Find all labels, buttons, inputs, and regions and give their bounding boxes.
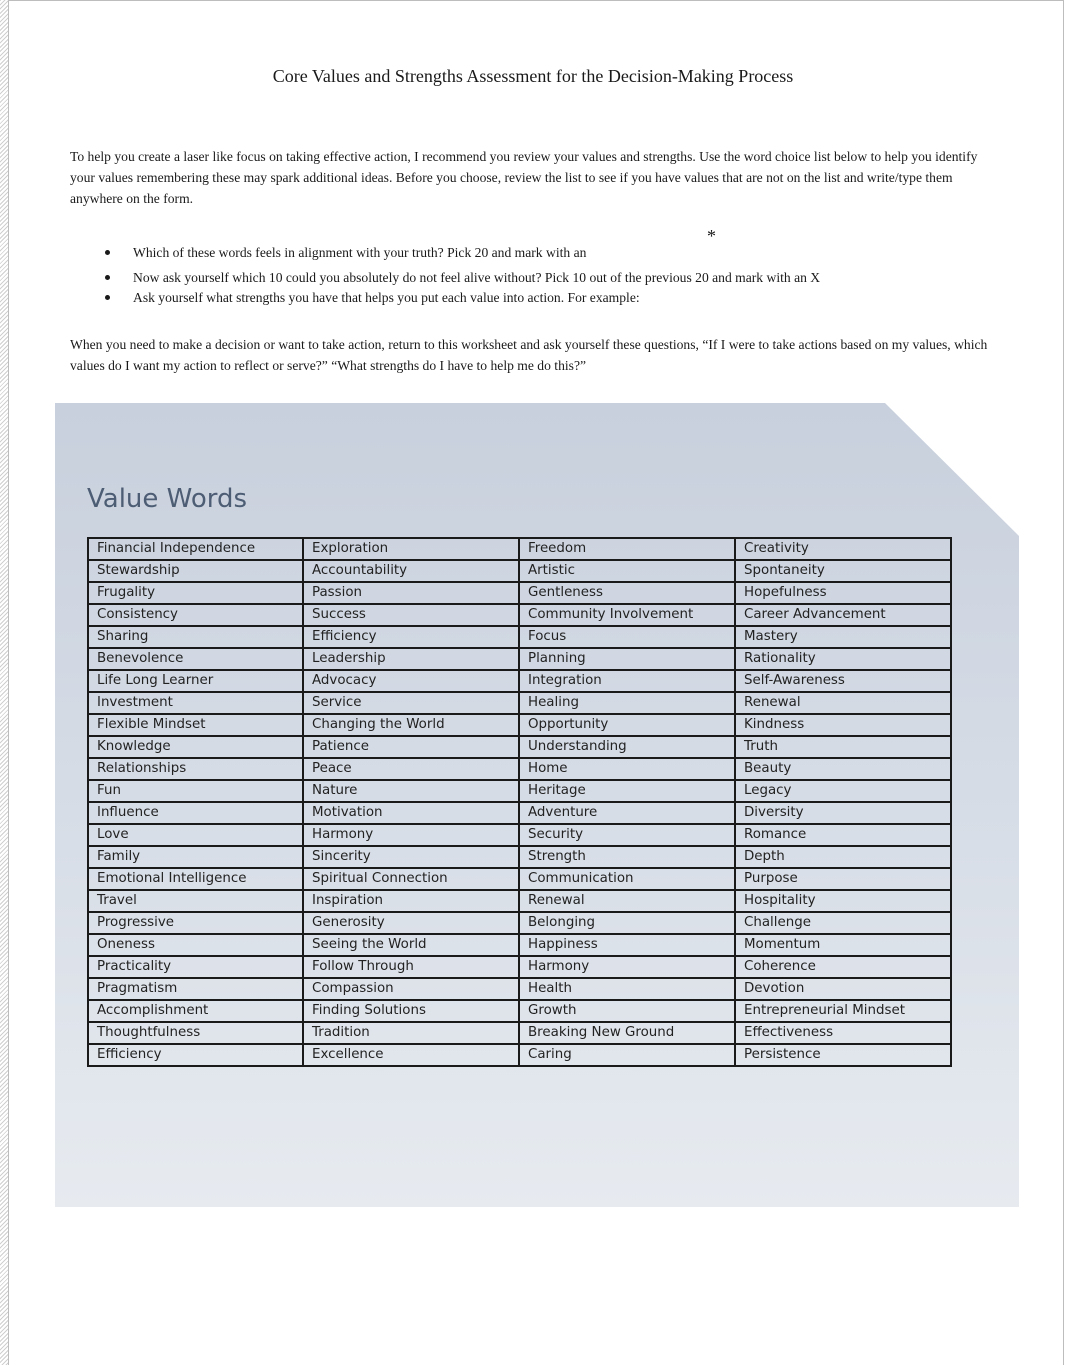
value-word-cell[interactable]: Focus <box>519 626 735 648</box>
value-word-cell[interactable]: Coherence <box>735 956 951 978</box>
value-word-cell[interactable]: Leadership <box>303 648 519 670</box>
value-word-cell[interactable]: Belonging <box>519 912 735 934</box>
table-row <box>88 824 951 846</box>
table-row <box>88 626 951 648</box>
value-word-cell[interactable]: Exploration <box>303 538 519 560</box>
value-word-cell[interactable]: Creativity <box>735 538 951 560</box>
value-word-cell[interactable]: Practicality <box>88 956 303 978</box>
value-word-cell[interactable]: Communication <box>519 868 735 890</box>
value-word-cell[interactable]: Adventure <box>519 802 735 824</box>
value-word-cell[interactable]: Finding Solutions <box>303 1000 519 1022</box>
value-word-cell[interactable]: Compassion <box>303 978 519 1000</box>
value-word-cell[interactable]: Strength <box>519 846 735 868</box>
table-row <box>88 692 951 714</box>
value-word-cell[interactable]: Devotion <box>735 978 951 1000</box>
value-word-cell[interactable]: Home <box>519 758 735 780</box>
value-word-cell[interactable]: Inspiration <box>303 890 519 912</box>
value-word-cell[interactable]: Accomplishment <box>88 1000 303 1022</box>
value-word-cell[interactable]: Opportunity <box>519 714 735 736</box>
value-word-cell[interactable]: Pragmatism <box>88 978 303 1000</box>
value-word-cell[interactable]: Financial Independence <box>88 538 303 560</box>
value-word-cell[interactable]: Consistency <box>88 604 303 626</box>
value-word-cell[interactable]: Harmony <box>303 824 519 846</box>
value-word-cell[interactable]: Accountability <box>303 560 519 582</box>
value-word-cell[interactable]: Happiness <box>519 934 735 956</box>
value-word-cell[interactable]: Purpose <box>735 868 951 890</box>
table-row <box>88 560 951 582</box>
value-word-cell[interactable]: Sincerity <box>303 846 519 868</box>
value-word-cell[interactable]: Growth <box>519 1000 735 1022</box>
value-word-cell[interactable]: Progressive <box>88 912 303 934</box>
value-word-cell[interactable]: Heritage <box>519 780 735 802</box>
value-word-cell[interactable]: Challenge <box>735 912 951 934</box>
value-word-cell[interactable]: Legacy <box>735 780 951 802</box>
value-word-cell[interactable]: Advocacy <box>303 670 519 692</box>
value-word-cell[interactable]: Health <box>519 978 735 1000</box>
value-word-cell[interactable]: Success <box>303 604 519 626</box>
table-row <box>88 714 951 736</box>
value-word-cell[interactable]: Investment <box>88 692 303 714</box>
value-word-cell[interactable]: Oneness <box>88 934 303 956</box>
value-word-cell[interactable]: Momentum <box>735 934 951 956</box>
instruction-item: Now ask yourself which 10 could you absolutely do not feel alive without? Pick 10 out of the previous 20 and mark with an X <box>70 268 1010 288</box>
table-row <box>88 1044 951 1066</box>
value-word-cell[interactable]: Renewal <box>735 692 951 714</box>
value-word-cell[interactable]: Planning <box>519 648 735 670</box>
value-word-cell[interactable]: Generosity <box>303 912 519 934</box>
value-word-cell[interactable]: Hopefulness <box>735 582 951 604</box>
value-word-cell[interactable]: Stewardship <box>88 560 303 582</box>
table-row <box>88 912 951 934</box>
instruction-item: Ask yourself what strengths you have that helps you put each value into action. For example: <box>70 288 1010 308</box>
value-word-cell[interactable]: Changing the World <box>303 714 519 736</box>
value-word-cell[interactable]: Artistic <box>519 560 735 582</box>
intro-paragraph: To help you create a laser like focus on taking effective action, I recommend you review your values and strengths. Use the word choice list below to help you identify your values remembering these may spark additional ideas. Before you choose, review the list to see if you have values that are not on the list and write/type them anywhere on the form. <box>70 149 978 206</box>
table-row <box>88 582 951 604</box>
page-margin-hatch <box>0 0 8 1365</box>
value-words-table <box>87 537 952 1067</box>
value-word-cell[interactable]: Thoughtfulness <box>88 1022 303 1044</box>
table-row <box>88 890 951 912</box>
table-row <box>88 1022 951 1044</box>
value-word-cell[interactable]: Romance <box>735 824 951 846</box>
value-word-cell[interactable]: Life Long Learner <box>88 670 303 692</box>
value-word-cell[interactable]: Follow Through <box>303 956 519 978</box>
value-word-cell[interactable]: Community Involvement <box>519 604 735 626</box>
value-word-cell[interactable]: Truth <box>735 736 951 758</box>
value-word-cell[interactable]: Hospitality <box>735 890 951 912</box>
value-words-heading: Value Words <box>87 484 248 514</box>
table-row <box>88 736 951 758</box>
value-word-cell[interactable]: Efficiency <box>88 1044 303 1066</box>
value-word-cell[interactable]: Passion <box>303 582 519 604</box>
value-word-cell[interactable]: Career Advancement <box>735 604 951 626</box>
table-row <box>88 1000 951 1022</box>
table-row <box>88 934 951 956</box>
document-title: Core Values and Strengths Assessment for the Decision-Making Process <box>272 66 794 86</box>
table-row <box>88 538 951 560</box>
value-word-cell[interactable]: Healing <box>519 692 735 714</box>
value-word-cell[interactable]: Service <box>303 692 519 714</box>
value-word-cell[interactable]: Travel <box>88 890 303 912</box>
value-word-cell[interactable]: Sharing <box>88 626 303 648</box>
table-row <box>88 648 951 670</box>
closing-paragraph: When you need to make a decision or want to take action, return to this worksheet and ask yourself these questions, “If I were to take actions based on my values, which values do I want my action to reflect or serve?” “What strengths do I have to help me do this?” <box>70 337 988 373</box>
value-word-cell[interactable]: Family <box>88 846 303 868</box>
value-word-cell[interactable]: Diversity <box>735 802 951 824</box>
value-word-cell[interactable]: Security <box>519 824 735 846</box>
value-word-cell[interactable]: Relationships <box>88 758 303 780</box>
value-word-cell[interactable]: Seeing the World <box>303 934 519 956</box>
table-row <box>88 978 951 1000</box>
value-word-cell[interactable]: Renewal <box>519 890 735 912</box>
value-word-cell[interactable]: Influence <box>88 802 303 824</box>
table-row <box>88 956 951 978</box>
instruction-list <box>70 238 1010 308</box>
value-word-cell[interactable]: Nature <box>303 780 519 802</box>
value-word-cell[interactable]: Spiritual Connection <box>303 868 519 890</box>
value-word-cell[interactable]: Love <box>88 824 303 846</box>
table-row <box>88 670 951 692</box>
value-word-cell[interactable]: Depth <box>735 846 951 868</box>
value-word-cell[interactable]: Understanding <box>519 736 735 758</box>
value-word-cell[interactable]: Integration <box>519 670 735 692</box>
value-word-cell[interactable]: Harmony <box>519 956 735 978</box>
value-word-cell[interactable]: Spontaneity <box>735 560 951 582</box>
value-word-cell[interactable]: Excellence <box>303 1044 519 1066</box>
value-word-cell[interactable]: Rationality <box>735 648 951 670</box>
table-row <box>88 758 951 780</box>
value-word-cell[interactable]: Tradition <box>303 1022 519 1044</box>
value-word-cell[interactable]: Entrepreneurial Mindset <box>735 1000 951 1022</box>
value-word-cell[interactable]: Peace <box>303 758 519 780</box>
value-word-cell[interactable]: Frugality <box>88 582 303 604</box>
table-row <box>88 604 951 626</box>
table-row <box>88 802 951 824</box>
value-word-cell[interactable]: Breaking New Ground <box>519 1022 735 1044</box>
instruction-item: Which of these words feels in alignment with your truth? Pick 20 and mark with an <box>70 238 1010 268</box>
value-word-cell[interactable]: Freedom <box>519 538 735 560</box>
star-mark: * <box>707 226 716 246</box>
value-word-cell[interactable]: Efficiency <box>303 626 519 648</box>
value-word-cell[interactable]: Mastery <box>735 626 951 648</box>
value-word-cell[interactable]: Patience <box>303 736 519 758</box>
value-word-cell[interactable]: Knowledge <box>88 736 303 758</box>
value-word-cell[interactable]: Gentleness <box>519 582 735 604</box>
value-word-cell[interactable]: Caring <box>519 1044 735 1066</box>
table-row <box>88 868 951 890</box>
table-row <box>88 846 951 868</box>
value-word-cell[interactable]: Flexible Mindset <box>88 714 303 736</box>
value-word-cell[interactable]: Self-Awareness <box>735 670 951 692</box>
value-word-cell[interactable]: Benevolence <box>88 648 303 670</box>
value-word-cell[interactable]: Fun <box>88 780 303 802</box>
value-word-cell[interactable]: Emotional Intelligence <box>88 868 303 890</box>
value-word-cell[interactable]: Persistence <box>735 1044 951 1066</box>
value-word-cell[interactable]: Beauty <box>735 758 951 780</box>
value-word-cell[interactable]: Kindness <box>735 714 951 736</box>
table-row <box>88 780 951 802</box>
value-word-cell[interactable]: Motivation <box>303 802 519 824</box>
value-word-cell[interactable]: Effectiveness <box>735 1022 951 1044</box>
